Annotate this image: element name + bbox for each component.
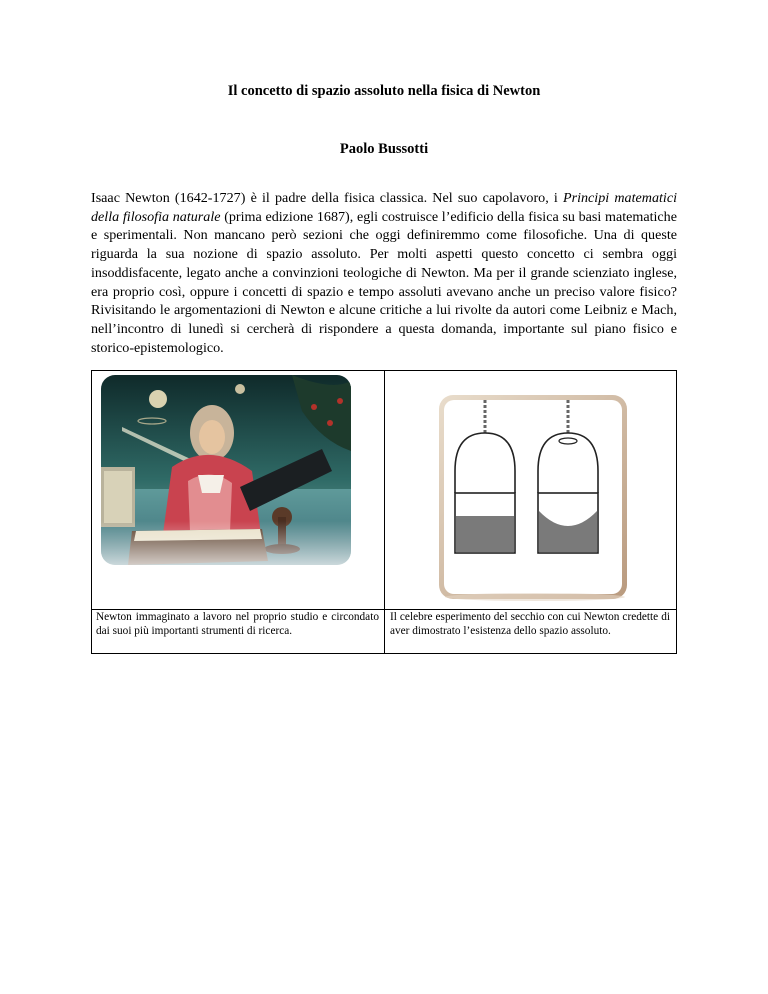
newton-painting-image <box>92 371 384 609</box>
book-title: Principi matematici della filosofia naturale <box>91 190 677 225</box>
author-name: Paolo Bussotti <box>339 141 429 157</box>
figure-table <box>91 370 677 654</box>
figure-caption-newton: Newton immaginato a lavoro nel proprio studio e circondato dai suoi più importanti strumenti di ricerca. <box>96 611 379 637</box>
abstract-paragraph <box>91 189 677 357</box>
newton-painting-cell <box>92 371 384 609</box>
abstract-text-rest: (prima edizione 1687), egli costruisce l’edificio della fisica su basi matematiche e sperimentali. Non mancano però sezioni che oggi definiremmo come filosofiche. Una di queste riguarda la sua nozione di spazio assoluto. Per molti aspetti questo concetto ci sembra oggi insoddisfacente, legato anche a convinzioni teologiche di Newton. Ma per il grande scienziato inglese, era proprio così, oppure i concetti di spazio e tempo assoluti avevano anche un preciso valore fisico? Rivisitando le argomentazioni di Newton e alcune critiche a lui rivolte da autori come Leibniz e Mach, nell’incontro di lunedì si cercherà di rispondere a questa domanda, importante sul piano fisico e storico-epistemologico. <box>91 208 677 356</box>
document-title: Il concetto di spazio assoluto nella fisica di Newton <box>227 83 541 99</box>
bucket-experiment-image <box>385 371 676 609</box>
table-divider-horizontal <box>92 609 676 610</box>
figure-caption-bucket: Il celebre esperimento del secchio con cui Newton credette di aver dimostrato l’esistenza dello spazio assoluto. <box>390 611 670 637</box>
abstract-text-start: Isaac Newton (1642-1727) è il padre della fisica classica. Nel suo capolavoro, i <box>91 190 563 206</box>
bucket-experiment-cell <box>385 371 676 609</box>
